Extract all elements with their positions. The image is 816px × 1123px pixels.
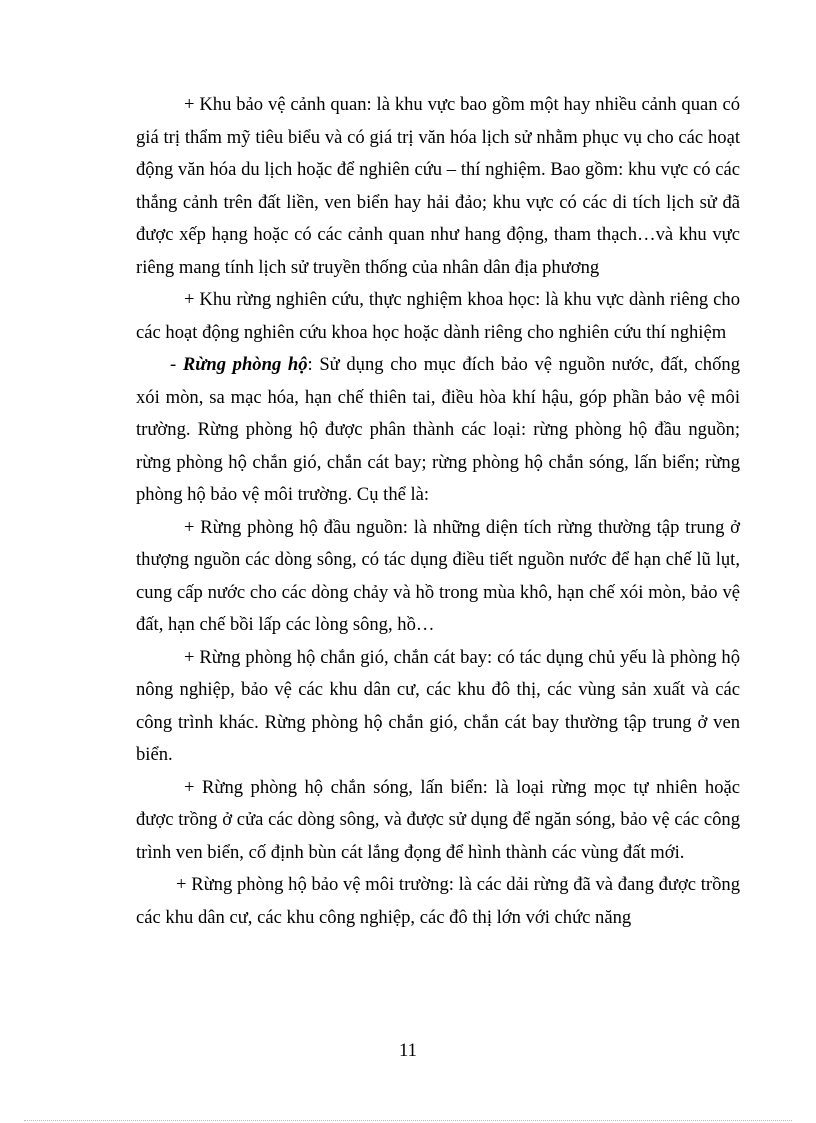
paragraph-wave-break-forest: + Rừng phòng hộ chắn sóng, lấn biển: là loại rừng mọc tự nhiên hoặc được trồng ở cửa các dòng sông, và được sử dụng để ngăn sóng, bảo vệ các công trình ven biển, cố định bùn cát lắng đọng để hình thành các vùng đất mới. <box>136 776 740 863</box>
paragraph-headwater-forest: + Rừng phòng hộ đầu nguồn: là những diện tích rừng thường tập trung ở thượng nguồn các dòng sông, có tác dụng điều tiết nguồn nước để hạn chế lũ lụt, cung cấp nước cho các dòng chảy và hồ trong mùa khô, hạn chế xói mòn, bảo vệ đất, hạn chế bồi lấp các lòng sông, hồ… <box>136 516 740 635</box>
page-number: 11 <box>399 1040 417 1061</box>
paragraph-environment-forest: + Rừng phòng hộ bảo vệ môi trường: là các dải rừng đã và đang được trồng các khu dân cư, các khu công nghiệp, các đô thị lớn với chức năng <box>136 874 740 928</box>
paragraph-protective-forest <box>136 349 740 512</box>
page-bottom-border <box>24 1120 792 1121</box>
page-body <box>136 89 740 934</box>
list-dash: - <box>170 354 183 375</box>
paragraph-research-forest: + Khu rừng nghiên cứu, thực nghiệm khoa học: là khu vực dành riêng cho các hoạt động nghiên cứu khoa học hoặc dành riêng cho nghiên cứu thí nghiệm <box>136 289 740 343</box>
term-protective-forest: Rừng phòng hộ <box>182 354 308 375</box>
paragraph-landscape-protection: + Khu bảo vệ cảnh quan: là khu vực bao gồm một hay nhiều cảnh quan có giá trị thẩm mỹ tiêu biểu và có giá trị văn hóa lịch sử nhằm phục vụ cho các hoạt động văn hóa du lịch hoặc để nghiên cứu – thí nghiệm. Bao gồm: khu vực có các thắng cảnh trên đất liền, ven biển hay hải đảo; khu vực có các di tích lịch sử đã được xếp hạng hoặc có các cảnh quan như hang động, tham thạch…và khu vực riêng mang tính lịch sử truyền thống của nhân dân địa phương <box>136 94 740 278</box>
definition-protective-forest: : Sử dụng cho mục đích bảo vệ nguồn nước, đất, chống xói mòn, sa mạc hóa, hạn chế thiên tai, điều hòa khí hậu, góp phần bảo vệ môi trường. Rừng phòng hộ được phân thành các loại: rừng phòng hộ đầu nguồn; rừng phòng hộ chắn gió, chắn cát bay; rừng phòng hộ chắn sóng, lấn biển; rừng phòng hộ bảo vệ môi trường. Cụ thể là: <box>136 354 740 505</box>
paragraph-windbreak-forest: + Rừng phòng hộ chắn gió, chắn cát bay: có tác dụng chủ yếu là phòng hộ nông nghiệp, bảo vệ các khu dân cư, các khu đô thị, các vùng sản xuất và các công trình khác. Rừng phòng hộ chắn gió, chắn cát bay thường tập trung ở ven biển. <box>136 646 740 765</box>
